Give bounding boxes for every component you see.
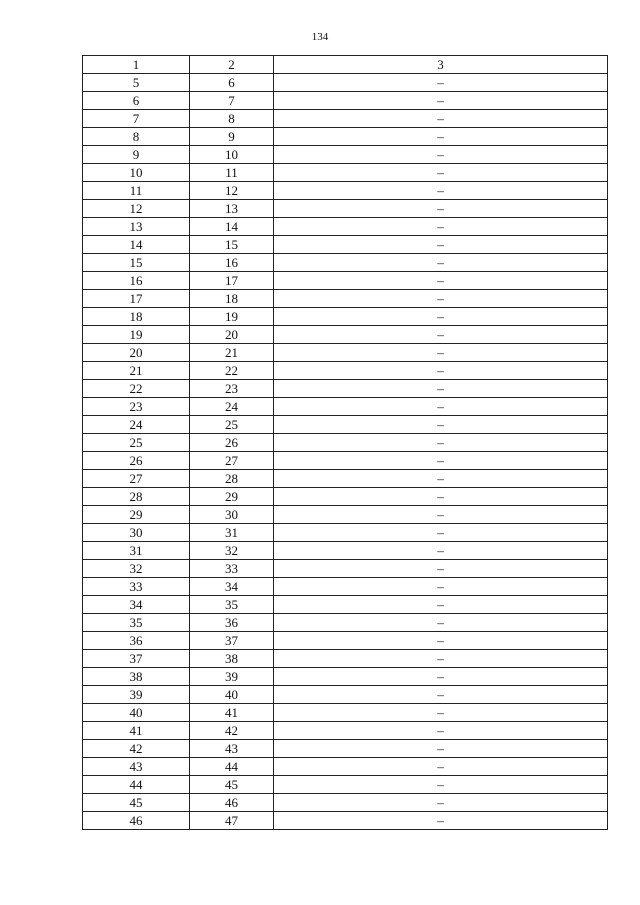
table-cell-col-3: – — [274, 488, 608, 506]
table-cell-col-2: 23 — [190, 380, 274, 398]
table-cell-col-3: – — [274, 74, 608, 92]
table-cell-col-1: 19 — [83, 326, 190, 344]
table-row — [83, 560, 608, 578]
table-cell-col-1: 10 — [83, 164, 190, 182]
table-cell-col-2: 33 — [190, 560, 274, 578]
table-row — [83, 632, 608, 650]
table-cell-col-1: 22 — [83, 380, 190, 398]
table-row — [83, 74, 608, 92]
table-cell-col-3: – — [274, 200, 608, 218]
table-cell-col-3: – — [274, 632, 608, 650]
table-cell-col-2: 46 — [190, 794, 274, 812]
table-row — [83, 542, 608, 560]
table-cell-col-2: 39 — [190, 668, 274, 686]
table-row — [83, 236, 608, 254]
table-cell-col-1: 38 — [83, 668, 190, 686]
table-cell-col-3: – — [274, 344, 608, 362]
table-cell-col-2: 10 — [190, 146, 274, 164]
table-cell-col-3: – — [274, 506, 608, 524]
table-row — [83, 326, 608, 344]
table-cell-col-2: 8 — [190, 110, 274, 128]
page-number: 134 — [311, 31, 329, 43]
table-cell-col-2: 37 — [190, 632, 274, 650]
table-body — [83, 56, 608, 830]
table-row — [83, 434, 608, 452]
table-cell-col-1: 6 — [83, 92, 190, 110]
table-cell-col-3: – — [274, 740, 608, 758]
table-cell-col-3: – — [274, 182, 608, 200]
table-row — [83, 776, 608, 794]
table-cell-col-3: – — [274, 704, 608, 722]
table-row — [83, 722, 608, 740]
table-cell-col-1: 28 — [83, 488, 190, 506]
table-cell-col-1: 14 — [83, 236, 190, 254]
table-row — [83, 182, 608, 200]
table-cell-col-2: 21 — [190, 344, 274, 362]
column-header-3: 3 — [274, 56, 608, 74]
table-cell-col-3: – — [274, 308, 608, 326]
table-cell-col-2: 30 — [190, 506, 274, 524]
table-cell-col-3: – — [274, 236, 608, 254]
column-header-2: 2 — [190, 56, 274, 74]
table-row — [83, 668, 608, 686]
table-cell-col-2: 34 — [190, 578, 274, 596]
table-cell-col-1: 43 — [83, 758, 190, 776]
table-cell-col-2: 13 — [190, 200, 274, 218]
table-cell-col-1: 9 — [83, 146, 190, 164]
table-cell-col-2: 29 — [190, 488, 274, 506]
table-row — [83, 128, 608, 146]
table-row — [83, 164, 608, 182]
table-cell-col-2: 47 — [190, 812, 274, 830]
table-cell-col-1: 36 — [83, 632, 190, 650]
table-cell-col-3: – — [274, 218, 608, 236]
table-cell-col-2: 22 — [190, 362, 274, 380]
table-cell-col-1: 37 — [83, 650, 190, 668]
table-row — [83, 416, 608, 434]
table-cell-col-3: – — [274, 668, 608, 686]
table-row — [83, 146, 608, 164]
table-row — [83, 524, 608, 542]
table-cell-col-3: – — [274, 164, 608, 182]
table-cell-col-1: 32 — [83, 560, 190, 578]
table-cell-col-1: 41 — [83, 722, 190, 740]
table-cell-col-1: 27 — [83, 470, 190, 488]
table-row — [83, 200, 608, 218]
table-cell-col-3: – — [274, 542, 608, 560]
table-cell-col-3: – — [274, 596, 608, 614]
table-row — [83, 758, 608, 776]
table-cell-col-2: 24 — [190, 398, 274, 416]
table-cell-col-3: – — [274, 470, 608, 488]
table-cell-col-1: 25 — [83, 434, 190, 452]
table-cell-col-2: 36 — [190, 614, 274, 632]
table-cell-col-1: 44 — [83, 776, 190, 794]
table-row — [83, 398, 608, 416]
table-row — [83, 380, 608, 398]
table-cell-col-1: 16 — [83, 272, 190, 290]
table-cell-col-1: 45 — [83, 794, 190, 812]
table-row — [83, 110, 608, 128]
table-cell-col-1: 31 — [83, 542, 190, 560]
table-cell-col-3: – — [274, 722, 608, 740]
table-cell-col-2: 16 — [190, 254, 274, 272]
table-row — [83, 452, 608, 470]
table-row — [83, 92, 608, 110]
table-cell-col-3: – — [274, 578, 608, 596]
table-cell-col-3: – — [274, 146, 608, 164]
table-cell-col-1: 7 — [83, 110, 190, 128]
table-cell-col-3: – — [274, 560, 608, 578]
table-row — [83, 362, 608, 380]
table-cell-col-3: – — [274, 380, 608, 398]
table-row — [83, 740, 608, 758]
table-cell-col-2: 40 — [190, 686, 274, 704]
table-row — [83, 686, 608, 704]
table-cell-col-2: 11 — [190, 164, 274, 182]
table-cell-col-1: 11 — [83, 182, 190, 200]
table-cell-col-1: 12 — [83, 200, 190, 218]
table-row — [83, 254, 608, 272]
table-cell-col-2: 31 — [190, 524, 274, 542]
table-cell-col-3: – — [274, 326, 608, 344]
table-cell-col-1: 18 — [83, 308, 190, 326]
table-cell-col-3: – — [274, 290, 608, 308]
table-cell-col-1: 20 — [83, 344, 190, 362]
table-cell-col-1: 35 — [83, 614, 190, 632]
table-cell-col-2: 18 — [190, 290, 274, 308]
table-cell-col-1: 33 — [83, 578, 190, 596]
table-row — [83, 308, 608, 326]
table-row — [83, 614, 608, 632]
table-cell-col-3: – — [274, 524, 608, 542]
table-cell-col-2: 6 — [190, 74, 274, 92]
table-row — [83, 704, 608, 722]
table-header-row — [83, 56, 608, 74]
table-cell-col-2: 42 — [190, 722, 274, 740]
table-cell-col-2: 17 — [190, 272, 274, 290]
table-row — [83, 596, 608, 614]
table-cell-col-1: 13 — [83, 218, 190, 236]
table-cell-col-1: 15 — [83, 254, 190, 272]
table-cell-col-2: 19 — [190, 308, 274, 326]
table-cell-col-2: 28 — [190, 470, 274, 488]
table-cell-col-2: 20 — [190, 326, 274, 344]
table-cell-col-3: – — [274, 254, 608, 272]
table-cell-col-1: 23 — [83, 398, 190, 416]
table-cell-col-1: 26 — [83, 452, 190, 470]
table-cell-col-2: 35 — [190, 596, 274, 614]
table-cell-col-1: 5 — [83, 74, 190, 92]
table-cell-col-2: 32 — [190, 542, 274, 560]
table-cell-col-1: 39 — [83, 686, 190, 704]
table-cell-col-2: 43 — [190, 740, 274, 758]
table-cell-col-1: 17 — [83, 290, 190, 308]
table-cell-col-3: – — [274, 614, 608, 632]
table-cell-col-2: 25 — [190, 416, 274, 434]
table-cell-col-1: 42 — [83, 740, 190, 758]
table-cell-col-1: 34 — [83, 596, 190, 614]
table-row — [83, 272, 608, 290]
table-row — [83, 344, 608, 362]
table-cell-col-3: – — [274, 416, 608, 434]
table-cell-col-3: – — [274, 812, 608, 830]
table-cell-col-3: – — [274, 110, 608, 128]
table-cell-col-2: 7 — [190, 92, 274, 110]
table-cell-col-3: – — [274, 758, 608, 776]
table-row — [83, 578, 608, 596]
table-cell-col-1: 40 — [83, 704, 190, 722]
table-cell-col-2: 27 — [190, 452, 274, 470]
table-row — [83, 470, 608, 488]
table-row — [83, 290, 608, 308]
column-header-1: 1 — [83, 56, 190, 74]
table-cell-col-2: 9 — [190, 128, 274, 146]
table-cell-col-3: – — [274, 794, 608, 812]
table-cell-col-1: 29 — [83, 506, 190, 524]
table-row — [83, 650, 608, 668]
table-cell-col-1: 30 — [83, 524, 190, 542]
table-row — [83, 794, 608, 812]
table-cell-col-3: – — [274, 398, 608, 416]
table-cell-col-1: 24 — [83, 416, 190, 434]
table-cell-col-1: 46 — [83, 812, 190, 830]
table-cell-col-1: 21 — [83, 362, 190, 380]
table-cell-col-1: 8 — [83, 128, 190, 146]
table-row — [83, 506, 608, 524]
table-row — [83, 218, 608, 236]
table-cell-col-3: – — [274, 434, 608, 452]
table-row — [83, 488, 608, 506]
data-table — [82, 55, 608, 830]
table-cell-col-3: – — [274, 686, 608, 704]
table-cell-col-3: – — [274, 128, 608, 146]
table-cell-col-3: – — [274, 272, 608, 290]
table-cell-col-2: 45 — [190, 776, 274, 794]
table-cell-col-2: 38 — [190, 650, 274, 668]
table-cell-col-2: 14 — [190, 218, 274, 236]
table-cell-col-3: – — [274, 452, 608, 470]
table-cell-col-2: 41 — [190, 704, 274, 722]
table-row — [83, 812, 608, 830]
table-cell-col-2: 12 — [190, 182, 274, 200]
table-cell-col-2: 15 — [190, 236, 274, 254]
table-cell-col-3: – — [274, 362, 608, 380]
table-cell-col-2: 26 — [190, 434, 274, 452]
table-cell-col-3: – — [274, 650, 608, 668]
table-cell-col-3: – — [274, 92, 608, 110]
table-cell-col-3: – — [274, 776, 608, 794]
table-cell-col-2: 44 — [190, 758, 274, 776]
